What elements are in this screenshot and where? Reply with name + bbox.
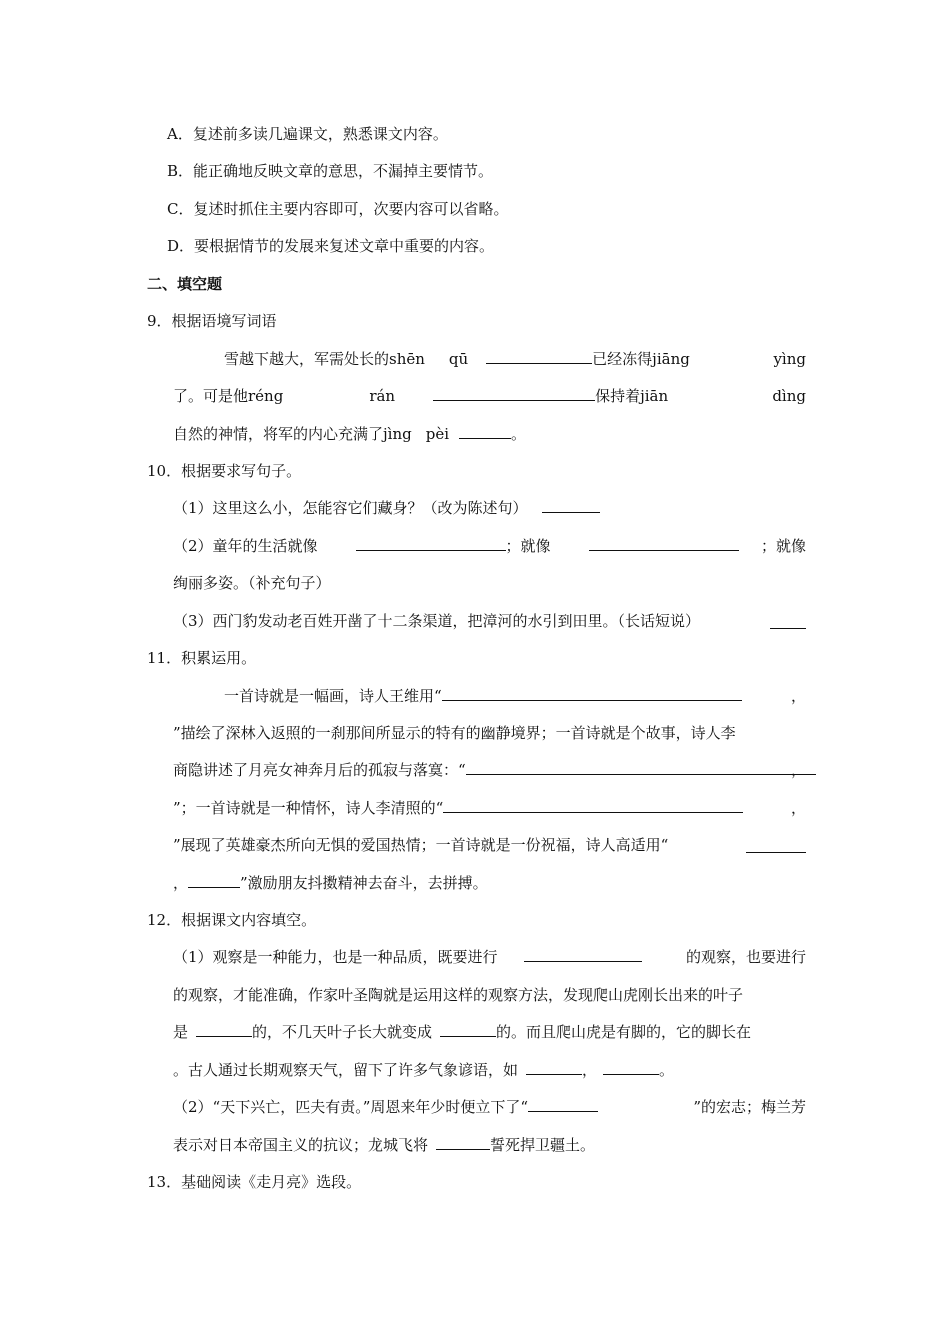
question-12-line-2: 的观察，才能准确，作家叶圣陶就是运用这样的观察方法，发现爬山虎刚长出来的叶子 bbox=[173, 986, 744, 1004]
q9-blank-3[interactable] bbox=[459, 424, 511, 439]
question-11-line-5 bbox=[173, 835, 806, 855]
q11-text: ”；一首诗就是一种情怀，诗人李清照的“ bbox=[173, 799, 444, 817]
question-11-line-4 bbox=[173, 798, 806, 818]
section-title: 二、填空题 bbox=[147, 275, 223, 293]
q10-blank-3[interactable] bbox=[589, 536, 739, 551]
question-12-line-1 bbox=[173, 947, 806, 967]
option-a: A．复述前多读几遍课文，熟悉课文内容。 bbox=[167, 125, 448, 143]
question-12-title: 12．根据课文内容填空。 bbox=[147, 911, 317, 929]
q12-text: 是 bbox=[173, 1023, 189, 1041]
q12-blank-4[interactable] bbox=[526, 1060, 582, 1075]
q10-prompt-1: （1）这里这么小，怎能容它们藏身？（改为陈述句） bbox=[173, 499, 528, 517]
question-11-line-2: ”描绘了深林入返照的一刹那间所显示的特有的幽静境界；一首诗就是个故事，诗人李 bbox=[173, 724, 736, 742]
q11-text: 一首诗就是一幅画，诗人王维用“ bbox=[224, 687, 442, 705]
q9-text: 自然的神情，将军的内心充满了jìng bbox=[173, 425, 412, 443]
question-9-line-2 bbox=[173, 386, 806, 406]
question-10-part-3 bbox=[173, 611, 806, 631]
q12-text: 。古人通过长期观察天气，留下了许多气象谚语，如 bbox=[173, 1061, 519, 1079]
q9-text: 了。可是他réng bbox=[173, 387, 284, 405]
q11-text: ， bbox=[790, 799, 806, 817]
q12-text: 。 bbox=[659, 1061, 675, 1079]
question-11-line-1 bbox=[224, 686, 806, 706]
q9-text: 。 bbox=[511, 425, 527, 443]
q12-blank-3[interactable] bbox=[440, 1022, 496, 1037]
question-10-part-2 bbox=[173, 536, 806, 556]
question-12-line-4 bbox=[173, 1060, 674, 1080]
q9-text: 雪越下越大，军需处长的shēn bbox=[224, 350, 425, 368]
q12-text: （1）观察是一种能力，也是一种品质，既要进行 bbox=[173, 948, 498, 966]
q12-text: 的观察，也要进行 bbox=[685, 948, 806, 966]
question-10-part-1 bbox=[173, 498, 600, 518]
option-d: D．要根据情节的发展来复述文章中重要的内容。 bbox=[167, 237, 495, 255]
question-12-line-6 bbox=[173, 1135, 595, 1155]
question-10-part-2-end: 绚丽多姿。（补充句子） bbox=[173, 574, 331, 592]
option-b: B．能正确地反映文章的意思，不漏掉主要情节。 bbox=[167, 162, 494, 180]
q11-text: ， bbox=[173, 874, 189, 892]
question-12-line-3 bbox=[173, 1022, 806, 1042]
q11-text: ”激励朋友抖擞精神去奋斗，去拼搏。 bbox=[240, 874, 488, 892]
question-9-line-3 bbox=[173, 424, 526, 444]
q12-blank-5[interactable] bbox=[603, 1060, 659, 1075]
q11-text: ， bbox=[790, 687, 806, 705]
q11-blank-1[interactable] bbox=[442, 686, 742, 701]
q12-blank-6[interactable] bbox=[528, 1097, 598, 1112]
q12-text: （2）“天下兴亡，匹夫有责。”周恩来年少时便立下了“ bbox=[173, 1098, 529, 1116]
question-13-title: 13．基础阅读《走月亮》选段。 bbox=[147, 1173, 362, 1191]
q9-text: 已经冻得jiāng bbox=[592, 350, 690, 368]
q12-text: ， bbox=[582, 1061, 598, 1079]
q11-text: ， bbox=[790, 761, 806, 779]
q10-text: ；就像 bbox=[760, 537, 806, 555]
q11-text: ”展现了英雄豪杰所向无惧的爱国热情；一首诗就是一份祝福，诗人高适用“ bbox=[173, 836, 669, 854]
q12-text: ”的宏志；梅兰芳 bbox=[693, 1098, 806, 1116]
question-11-line-3 bbox=[173, 760, 806, 780]
q12-text: 的。而且爬山虎是有脚的，它的脚长在 bbox=[496, 1023, 752, 1041]
q9-pinyin: yìng bbox=[773, 350, 806, 368]
q10-prompt-2: （2）童年的生活就像 bbox=[173, 537, 318, 555]
question-9-line-1 bbox=[224, 349, 806, 369]
q11-blank-5[interactable] bbox=[188, 873, 240, 888]
q9-blank-2[interactable] bbox=[433, 386, 595, 401]
option-c: C．复述时抓住主要内容即可，次要内容可以省略。 bbox=[167, 200, 509, 218]
q12-blank-2[interactable] bbox=[196, 1022, 252, 1037]
q11-text: 商隐讲述了月亮女神奔月后的孤寂与落寞：“ bbox=[173, 761, 466, 779]
q10-prompt-3: （3）西门豹发动老百姓开凿了十二条渠道，把漳河的水引到田里。（长话短说） bbox=[173, 612, 701, 630]
q10-blank-4[interactable] bbox=[770, 614, 806, 629]
q9-text: 保持着jiān bbox=[595, 387, 669, 405]
q10-blank-2[interactable] bbox=[356, 536, 506, 551]
q9-pinyin: pèi bbox=[425, 425, 449, 443]
q12-text: 誓死捍卫疆土。 bbox=[490, 1136, 596, 1154]
q10-text: ；就像 bbox=[505, 537, 551, 555]
q9-blank-1[interactable] bbox=[486, 349, 592, 364]
q12-text: 表示对日本帝国主义的抗议；龙城飞将 bbox=[173, 1136, 429, 1154]
q11-blank-2[interactable] bbox=[466, 760, 816, 775]
q9-pinyin: rán bbox=[369, 387, 396, 405]
question-9-title: 9．根据语境写词语 bbox=[147, 312, 277, 330]
question-10-title: 10．根据要求写句子。 bbox=[147, 462, 302, 480]
question-12-line-5 bbox=[173, 1097, 806, 1117]
q9-pinyin: qū bbox=[448, 350, 469, 368]
q11-blank-4[interactable] bbox=[746, 838, 806, 853]
q12-text: 的，不几天叶子长大就变成 bbox=[252, 1023, 433, 1041]
question-11-line-6 bbox=[173, 873, 488, 893]
q12-blank-1[interactable] bbox=[524, 947, 642, 962]
question-11-title: 11．积累运用。 bbox=[147, 649, 257, 667]
q10-blank-1[interactable] bbox=[542, 498, 600, 513]
q11-blank-3[interactable] bbox=[443, 798, 743, 813]
q12-blank-7[interactable] bbox=[436, 1135, 490, 1150]
q9-pinyin: dìng bbox=[772, 387, 806, 405]
